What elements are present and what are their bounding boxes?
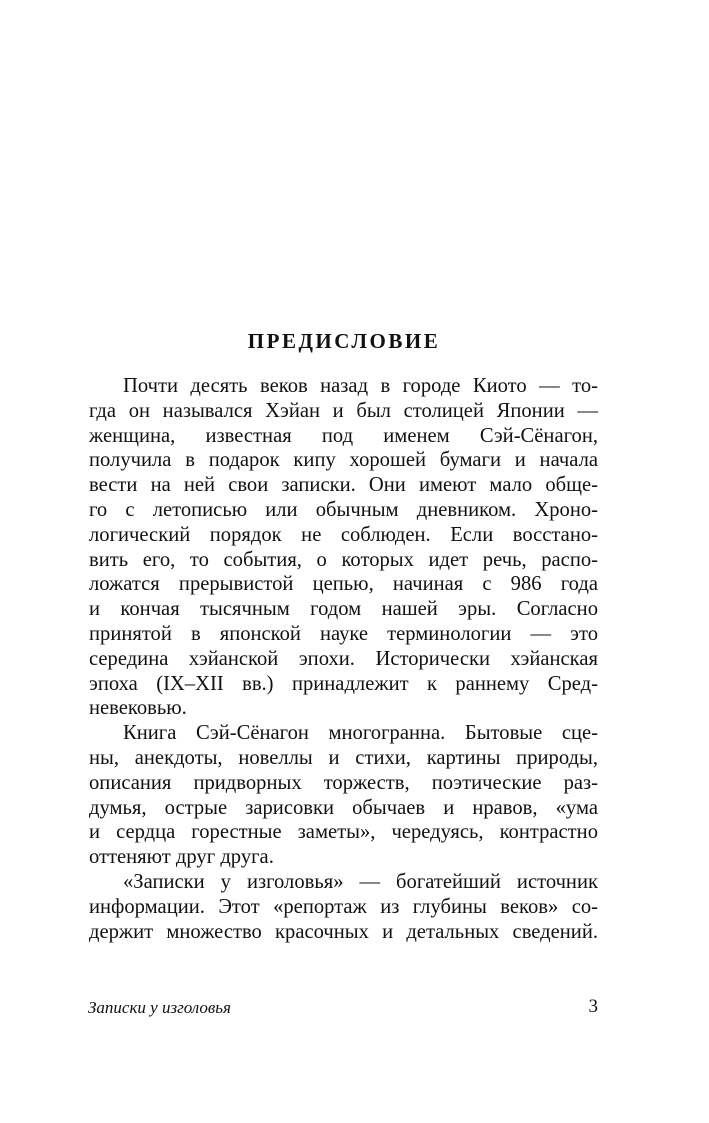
paragraph-3 — [89, 870, 598, 944]
text-line: «Записки у изголовья» — богатейший источник — [123, 870, 598, 893]
text-line: держит множество красочных и детальных сведений. — [89, 920, 598, 943]
text-line: эпоха (IX–XII вв.) принадлежит к раннему Сред- — [89, 672, 598, 695]
text-line: принятой в японской науке терминологии — это — [89, 622, 598, 645]
text-line: невековью. — [89, 697, 187, 720]
paragraph-1 — [89, 374, 598, 721]
text-line: вести на ней свои записки. Они имеют мало обще- — [89, 474, 598, 497]
text-line: и кончая тысячным годом нашей эры. Согласно — [89, 598, 598, 621]
text-line: и сердца горестные заметы», чередуясь, контрастно — [89, 821, 598, 844]
section-heading: ПРЕДИСЛОВИЕ — [247, 329, 441, 353]
text-line: го с летописью или обычным дневником. Хроно- — [89, 498, 598, 521]
paragraph-2 — [89, 721, 598, 870]
text-line: оттеняют друг друга. — [89, 846, 274, 869]
text-line: думья, острые зарисовки обычаев и нравов, «ума — [89, 796, 598, 819]
text-line: информации. Этот «репортаж из глубины веков» со- — [89, 895, 598, 918]
body-text — [89, 374, 598, 944]
text-line: описания придворных торжеств, поэтические раз- — [89, 771, 598, 794]
text-line: логический порядок не соблюден. Если восстано- — [89, 523, 598, 546]
running-footer-title: Записки у изголовья — [88, 998, 231, 1017]
text-line: получила в подарок кипу хорошей бумаги и начала — [89, 449, 598, 472]
text-line: Книга Сэй-Сёнагон многогранна. Бытовые сце- — [123, 722, 598, 745]
text-line: ны, анекдоты, новеллы и стихи, картины природы, — [89, 746, 598, 769]
page-number: 3 — [588, 996, 598, 1017]
text-line: женщина, известная под именем Сэй-Сёнагон, — [89, 424, 598, 447]
text-line: середина хэйанской эпохи. Исторически хэйанская — [89, 647, 598, 670]
text-line: ложатся прерывистой цепью, начиная с 986 года — [89, 573, 598, 596]
text-line: гда он назывался Хэйан и был столицей Японии — — [89, 399, 598, 422]
text-line: Почти десять веков назад в городе Киото — то- — [123, 375, 598, 397]
text-line: вить его, то события, о которых идет речь, распо- — [89, 548, 598, 571]
